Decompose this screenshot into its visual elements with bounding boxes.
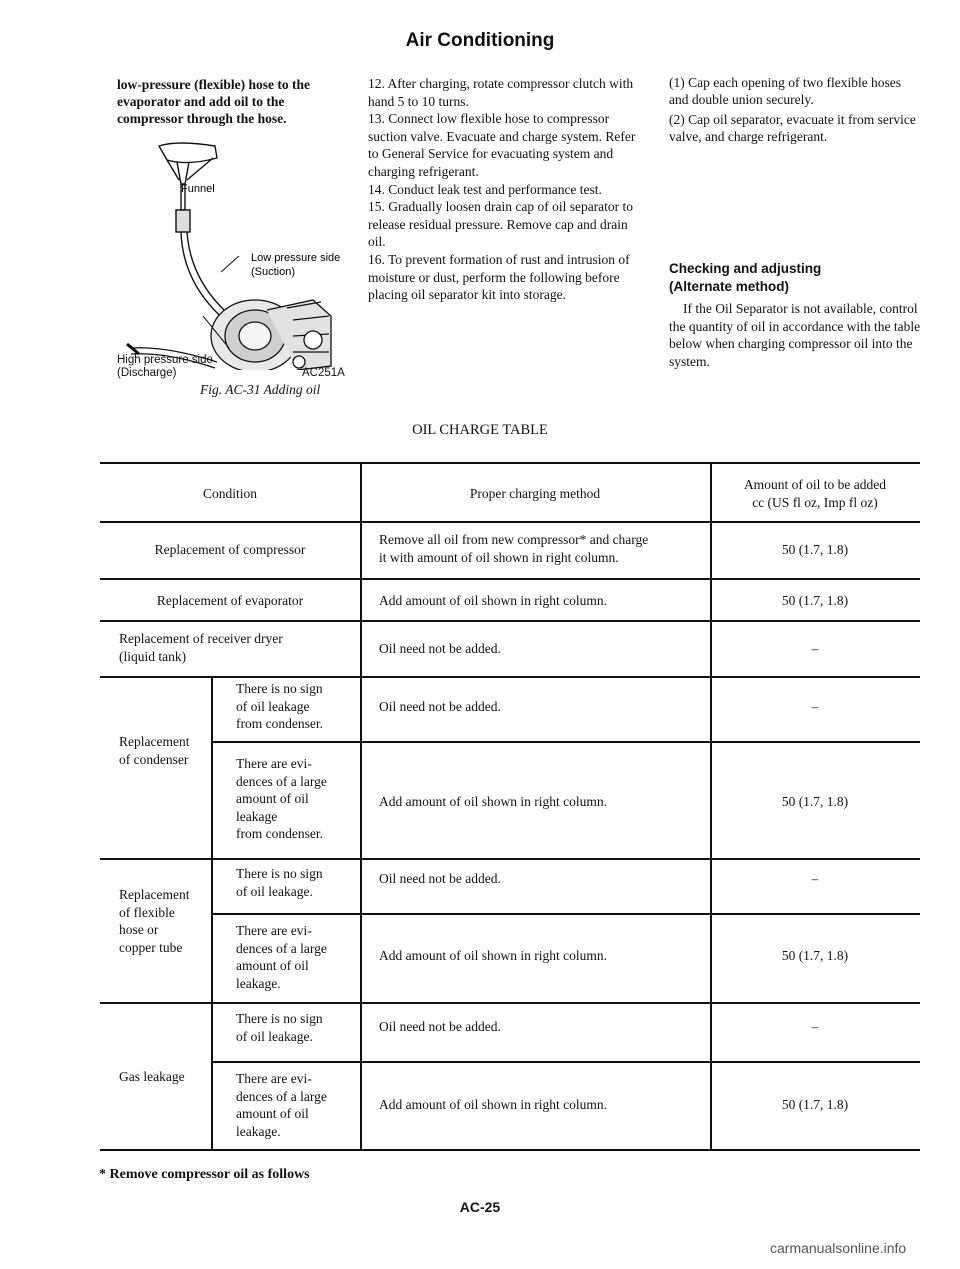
row-gas-sub-b-line-1: There are evi- bbox=[236, 1071, 312, 1086]
table-title: OIL CHARGE TABLE bbox=[412, 422, 548, 438]
header-method: Proper charging method bbox=[469, 486, 601, 501]
row-hose-sub-a bbox=[236, 865, 360, 900]
row-condenser-amount-a: – bbox=[811, 699, 819, 714]
row-hose-group-line-2: of flexible bbox=[119, 904, 175, 920]
step-14: 14. Conduct leak test and performance test. bbox=[368, 181, 602, 197]
alternate-method-text: If the Oil Separator is not available, control the quantity of oil in accordance with the table below when charging compressor oil into the system. bbox=[669, 301, 921, 369]
row-hose-group-line-1: Replacement bbox=[119, 887, 190, 902]
row-evaporator-method: Add amount of oil shown in right column. bbox=[379, 593, 607, 608]
header-amount-line-1: Amount of oil to be added bbox=[743, 477, 887, 492]
row-hose-sub-a-line-2: of oil leakage. bbox=[236, 883, 313, 899]
step-13: 13. Connect low flexible hose to compressor suction valve. Evacuate and charge system. Refer to General Service for evacuating system and charging refrigerant. bbox=[368, 111, 636, 179]
step-15: 15. Gradually loosen drain cap of oil separator to release residual pressure. Remove cap and drain oil. bbox=[368, 199, 634, 250]
storage-step-2: (2) Cap oil separator, evacuate it from service valve, and charge refrigerant. bbox=[669, 112, 916, 144]
funnel-drawing bbox=[159, 143, 243, 330]
storage-step-1: (1) Cap each opening of two flexible hoses and double union securely. bbox=[669, 75, 902, 107]
row-condenser-sub-b-line-3: amount of oil bbox=[236, 791, 309, 806]
page-number: AC-25 bbox=[459, 1199, 501, 1215]
row-evaporator-amount: 50 (1.7, 1.8) bbox=[781, 593, 849, 608]
row-hose-sub-b-line-3: amount of oil bbox=[236, 958, 309, 973]
row-gas-group: Gas leakage bbox=[119, 1069, 185, 1084]
row-gas-sub-b-line-2: dences of a large bbox=[236, 1088, 327, 1104]
row-compressor-method-line-2: it with amount of oil shown in right column. bbox=[379, 549, 619, 565]
row-hose-group bbox=[119, 886, 211, 956]
row-condenser-sub-a-line-1: There is no sign bbox=[236, 681, 323, 696]
row-condenser-sub-b-line-5: from condenser. bbox=[236, 826, 323, 841]
figure-code: AC251A bbox=[302, 367, 345, 379]
header-condition: Condition bbox=[202, 486, 257, 501]
row-gas-method-a: Oil need not be added. bbox=[379, 1019, 501, 1034]
high-pressure-label: High pressure side bbox=[117, 354, 213, 366]
row-condenser-group-line-1: Replacement bbox=[119, 734, 190, 749]
row-condenser-method-b: Add amount of oil shown in right column. bbox=[379, 794, 607, 809]
adding-oil-figure bbox=[117, 140, 349, 370]
storage-steps bbox=[669, 75, 921, 149]
page-header: Air Conditioning bbox=[405, 30, 555, 51]
row-receiver-method: Oil need not be added. bbox=[379, 641, 501, 656]
row-gas-amount-a: – bbox=[811, 1019, 819, 1034]
row-condenser-sub-a bbox=[236, 680, 360, 733]
steps-column bbox=[368, 75, 642, 304]
compressor-illustration bbox=[117, 140, 349, 370]
row-hose-sub-b-line-2: dences of a large bbox=[236, 940, 327, 956]
row-gas-sub-b-line-4: leakage. bbox=[236, 1123, 281, 1139]
row-gas-sub-b-line-3: amount of oil bbox=[236, 1106, 309, 1121]
intro-text: low-pressure (flexible) hose to the evaporator and add oil to the compressor through the hose. bbox=[117, 77, 310, 126]
figure-caption: Fig. AC-31 Adding oil bbox=[200, 382, 321, 397]
watermark: carmanualsonline.info bbox=[770, 1240, 907, 1256]
row-condenser-sub-a-line-3: from condenser. bbox=[236, 716, 323, 731]
section-heading-line-2: (Alternate method) bbox=[669, 279, 790, 294]
row-hose-amount-a: – bbox=[811, 871, 819, 886]
low-pressure-label: Low pressure side bbox=[251, 252, 341, 264]
row-gas-amount-b: 50 (1.7, 1.8) bbox=[781, 1097, 849, 1112]
row-hose-sub-b-line-4: leakage. bbox=[236, 975, 281, 991]
row-gas-sub-a-line-2: of oil leakage. bbox=[236, 1028, 313, 1044]
row-hose-sub-b bbox=[236, 922, 360, 992]
header-amount bbox=[710, 476, 920, 511]
suction-label: (Suction) bbox=[251, 266, 296, 278]
row-compressor-method bbox=[379, 531, 709, 566]
row-condenser-group bbox=[119, 733, 211, 768]
row-hose-group-line-4: copper tube bbox=[119, 939, 183, 955]
row-receiver-condition bbox=[119, 630, 359, 665]
row-gas-sub-a bbox=[236, 1010, 360, 1045]
step-12: 12. After charging, rotate compressor clutch with hand 5 to 10 turns. bbox=[368, 76, 634, 109]
discharge-label: (Discharge) bbox=[117, 367, 177, 379]
row-receiver-condition-line-2: (liquid tank) bbox=[119, 648, 187, 664]
row-condenser-sub-a-line-2: of oil leakage bbox=[236, 698, 310, 714]
row-gas-sub-b bbox=[236, 1070, 360, 1140]
row-receiver-condition-line-1: Replacement of receiver dryer bbox=[119, 631, 283, 646]
row-receiver-amount: – bbox=[811, 641, 819, 656]
section-heading bbox=[669, 260, 921, 296]
funnel-label: Funnel bbox=[181, 183, 215, 195]
row-hose-method-a: Oil need not be added. bbox=[379, 871, 501, 886]
row-hose-amount-b: 50 (1.7, 1.8) bbox=[781, 948, 849, 963]
row-compressor-condition: Replacement of compressor bbox=[154, 542, 306, 557]
row-evaporator-condition: Replacement of evaporator bbox=[156, 593, 304, 608]
row-condenser-sub-b bbox=[236, 755, 360, 843]
row-compressor-method-line-1: Remove all oil from new compressor* and charge bbox=[379, 532, 649, 547]
row-hose-sub-b-line-1: There are evi- bbox=[236, 923, 312, 938]
row-condenser-amount-b: 50 (1.7, 1.8) bbox=[781, 794, 849, 809]
section-heading-line-1: Checking and adjusting bbox=[669, 261, 822, 276]
row-gas-sub-a-line-1: There is no sign bbox=[236, 1011, 323, 1026]
header-amount-line-2: cc (US fl oz, Imp fl oz) bbox=[752, 494, 878, 510]
row-condenser-group-line-2: of condenser bbox=[119, 751, 189, 767]
row-hose-group-line-3: hose or bbox=[119, 922, 159, 937]
table-footnote: * Remove compressor oil as follows bbox=[99, 1167, 310, 1182]
row-condenser-sub-b-line-1: There are evi- bbox=[236, 756, 312, 771]
row-condenser-sub-b-line-2: dences of a large bbox=[236, 773, 327, 789]
row-condenser-method-a: Oil need not be added. bbox=[379, 699, 501, 714]
row-compressor-amount: 50 (1.7, 1.8) bbox=[781, 542, 849, 557]
row-hose-method-b: Add amount of oil shown in right column. bbox=[379, 948, 607, 963]
row-gas-method-b: Add amount of oil shown in right column. bbox=[379, 1097, 607, 1112]
row-hose-sub-a-line-1: There is no sign bbox=[236, 866, 323, 881]
row-condenser-sub-b-line-4: leakage bbox=[236, 808, 278, 824]
step-16: 16. To prevent formation of rust and intrusion of moisture or dust, perform the following before placing oil separator kit into storage. bbox=[368, 251, 630, 303]
compressor-drawing bbox=[211, 300, 331, 370]
